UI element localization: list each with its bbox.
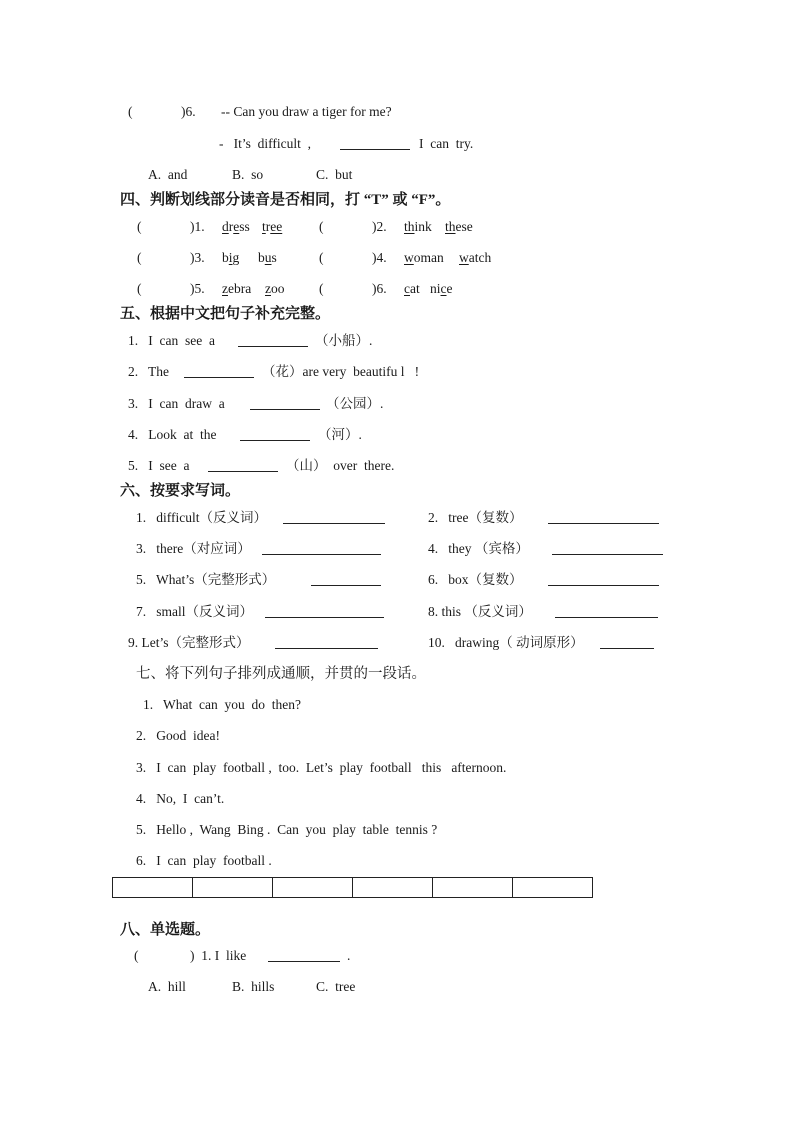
- order-cell[interactable]: [113, 878, 193, 898]
- s5-item4-end: （河）.: [318, 427, 362, 442]
- s4-item6-paren: (: [319, 281, 324, 296]
- s4-item5-paren: (: [137, 281, 142, 296]
- q6-blank[interactable]: [340, 137, 410, 150]
- s4-item4-paren: (: [319, 250, 324, 265]
- s4-item5-word: zebra: [222, 281, 252, 296]
- s7-sentence2: 2. Good idea!: [136, 728, 220, 743]
- section4-title: 四、判断划线部分读音是否相同，打 “T” 或 “F”。: [120, 192, 451, 208]
- s4-item4-num: )4.: [372, 250, 387, 265]
- s8-option-c: C. tree: [316, 979, 356, 994]
- s5-item2-end: （花）are very beautifu l !: [262, 364, 420, 379]
- s8-option-a: A. hill: [148, 979, 186, 994]
- s6-item5: 5. What’s（完整形式）: [136, 572, 276, 587]
- s4-item1-paren: (: [137, 219, 142, 234]
- s5-item2-start: 2. The: [128, 364, 169, 379]
- q6-answer-end: I can try.: [419, 136, 474, 151]
- s8-q1-end: .: [347, 948, 351, 963]
- s6-item1-blank[interactable]: [283, 511, 385, 524]
- q6-option-c: C. but: [316, 167, 353, 182]
- s4-item3-word: big: [222, 250, 240, 265]
- s4-item6-num: )6.: [372, 281, 387, 296]
- s5-item3-end: （公园）.: [326, 396, 384, 411]
- s6-item2-blank[interactable]: [548, 511, 659, 524]
- s7-sentence3: 3. I can play football , too. Let’s play football this afternoon.: [136, 760, 507, 775]
- s6-item6: 6. box（复数）: [428, 572, 523, 587]
- s6-item2: 2. tree（复数）: [428, 510, 523, 525]
- s5-item1-blank[interactable]: [238, 334, 308, 347]
- s5-item3-blank[interactable]: [250, 397, 320, 410]
- s4-item1-num: )1.: [190, 219, 205, 234]
- q6-answer-start: - It’s difficult ,: [219, 136, 311, 151]
- s7-sentence4: 4. No, I can’t.: [136, 791, 225, 806]
- s7-sentence1: 1. What can you do then?: [143, 697, 301, 712]
- s4-item6-word: cat: [404, 281, 420, 296]
- s6-item6-blank[interactable]: [548, 573, 659, 586]
- section7-title: 七、将下列句子排列成通顺，并贯的一段话。: [136, 666, 426, 682]
- s4-item1-word: dress: [222, 219, 250, 234]
- s6-item3-blank[interactable]: [262, 542, 381, 555]
- s6-item9-blank[interactable]: [275, 636, 378, 649]
- s4-item3-num: )3.: [190, 250, 205, 265]
- s5-item5-start: 5. I see a: [128, 458, 190, 473]
- s4-item4-word: woman: [404, 250, 444, 265]
- s5-item5-blank[interactable]: [208, 459, 278, 472]
- s4-item1-word2: tree: [262, 219, 283, 234]
- order-cell[interactable]: [433, 878, 513, 898]
- s6-item7-blank[interactable]: [265, 605, 384, 618]
- s6-item1: 1. difficult（反义词）: [136, 510, 267, 525]
- order-cell[interactable]: [273, 878, 353, 898]
- q6-question: -- Can you draw a tiger for me?: [221, 104, 392, 119]
- q6-paren-open: (: [128, 104, 133, 119]
- s5-item3-start: 3. I can draw a: [128, 396, 225, 411]
- section6-title: 六、按要求写词。: [120, 483, 241, 499]
- section8-title: 八、单选题。: [120, 922, 211, 938]
- order-answer-table: [112, 877, 593, 898]
- s4-item2-num: )2.: [372, 219, 387, 234]
- q6-option-a: A. and: [148, 167, 188, 182]
- s4-item6-word2: nice: [430, 281, 453, 296]
- s5-item4-start: 4. Look at the: [128, 427, 217, 442]
- order-cell[interactable]: [193, 878, 273, 898]
- s5-item4-blank[interactable]: [240, 428, 310, 441]
- s5-item1-end: （小船）.: [315, 333, 373, 348]
- section5-title: 五、根据中文把句子补充完整。: [120, 306, 331, 322]
- s6-item4-blank[interactable]: [552, 542, 663, 555]
- s5-item1-start: 1. I can see a: [128, 333, 215, 348]
- s6-item8: 8. this （反义词）: [428, 604, 532, 619]
- s6-item9: 9. Let’s（完整形式）: [128, 635, 250, 650]
- s6-item8-blank[interactable]: [555, 605, 658, 618]
- s6-item5-blank[interactable]: [311, 573, 381, 586]
- order-cell[interactable]: [353, 878, 433, 898]
- s4-item2-word2: these: [445, 219, 473, 234]
- q6-number: )6.: [181, 104, 196, 119]
- s5-item5-end: （山） over there.: [286, 458, 395, 473]
- s6-item3: 3. there（对应词）: [136, 541, 251, 556]
- s7-sentence5: 5. Hello , Wang Bing . Can you play table tennis ?: [136, 822, 438, 837]
- s4-item3-word2: bus: [258, 250, 277, 265]
- s8-q1-stem: ) 1. I like: [190, 948, 247, 963]
- s5-item2-blank[interactable]: [184, 365, 254, 378]
- s4-item4-word2: watch: [459, 250, 492, 265]
- s8-q1-blank[interactable]: [268, 949, 340, 962]
- s6-item10-blank[interactable]: [600, 636, 654, 649]
- s7-sentence6: 6. I can play football .: [136, 853, 272, 868]
- s4-item2-word: think: [404, 219, 432, 234]
- s4-item5-num: )5.: [190, 281, 205, 296]
- s8-q1-paren: (: [134, 948, 139, 963]
- s4-item3-paren: (: [137, 250, 142, 265]
- order-cell[interactable]: [513, 878, 593, 898]
- s4-item5-word2: zoo: [265, 281, 285, 296]
- s6-item7: 7. small（反义词）: [136, 604, 253, 619]
- s8-option-b: B. hills: [232, 979, 275, 994]
- s6-item10: 10. drawing（ 动词原形）: [428, 635, 584, 650]
- s4-item2-paren: (: [319, 219, 324, 234]
- q6-option-b: B. so: [232, 167, 264, 182]
- s6-item4: 4. they （宾格）: [428, 541, 529, 556]
